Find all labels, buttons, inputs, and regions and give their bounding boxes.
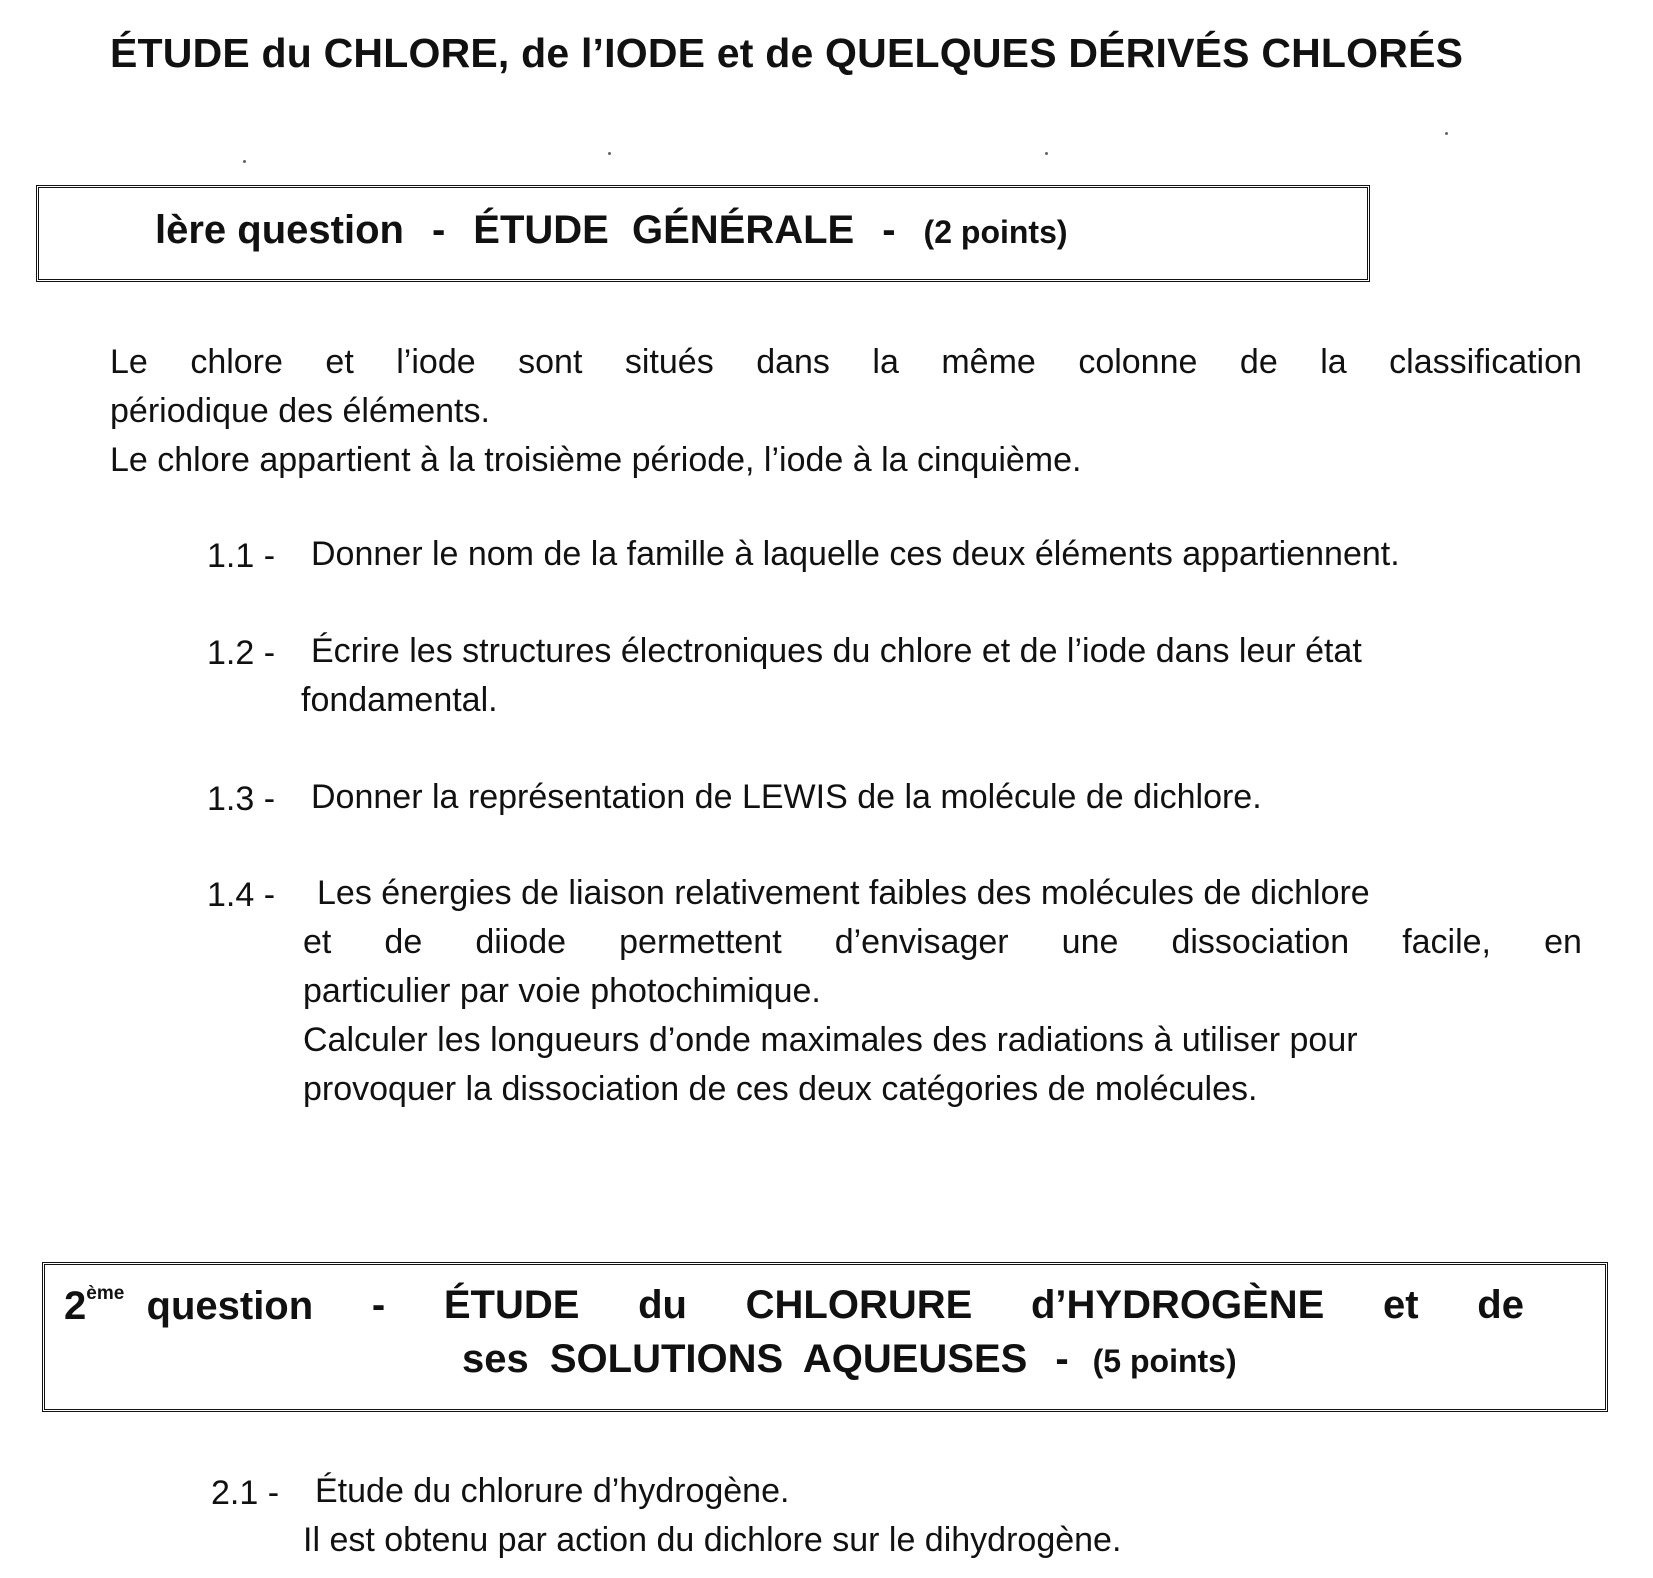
intro-word: même — [941, 343, 1036, 381]
question2-word: et — [1383, 1283, 1419, 1327]
item-word: dissociation — [1171, 923, 1350, 961]
scan-speck — [1045, 152, 1048, 155]
question1-label: lère question — [155, 208, 404, 252]
question2-superscript: ème — [86, 1283, 125, 1304]
item-word: diiode — [475, 923, 567, 961]
item-1-2-text-cont: fondamental. — [301, 681, 498, 719]
item-word: et — [303, 923, 332, 961]
item-1-1-text: Donner le nom de la famille à laquelle ces deux éléments appartiennent. — [311, 535, 1400, 573]
item-1-4-line-2 — [303, 918, 1582, 967]
question2-word: d’HYDROGÈNE — [1031, 1283, 1325, 1327]
question2-heading-text: ses SOLUTIONS AQUEUSES — [462, 1337, 1028, 1381]
intro-word: de — [1239, 343, 1278, 381]
item-word: en — [1544, 923, 1582, 961]
question1-separator-2: - — [882, 208, 896, 252]
question2-word: ÉTUDE — [443, 1283, 580, 1327]
intro-word: la — [1320, 343, 1347, 381]
question2-word: du — [638, 1283, 687, 1327]
intro-word: chlore — [190, 343, 283, 381]
item-number: 2.1 - — [211, 1474, 280, 1512]
question1-separator: - — [431, 208, 446, 252]
intro-line-2: périodique des éléments. — [110, 392, 490, 430]
intro-word: Le — [110, 343, 148, 381]
item-1-4-line-5: provoquer la dissociation de ces deux catégories de molécules. — [303, 1070, 1258, 1108]
intro-line-3: Le chlore appartient à la troisième période, l’iode à la cinquième. — [110, 441, 1082, 479]
intro-word: situés — [624, 343, 714, 381]
scan-speck — [243, 160, 246, 163]
item-1-3-text: Donner la représentation de LEWIS de la molécule de dichlore. — [311, 778, 1262, 816]
question1-title: ÉTUDE GÉNÉRALE — [473, 208, 855, 252]
item-1-4-line-3: particulier par voie photochimique. — [303, 972, 821, 1010]
question2-label — [64, 1283, 313, 1329]
item-number: 1.4 - — [207, 876, 276, 914]
intro-word: sont — [518, 343, 583, 381]
item-word: de — [384, 923, 423, 961]
question2-heading-line-2 — [462, 1337, 1237, 1382]
intro-word: dans — [756, 343, 830, 381]
intro-word: classification — [1389, 343, 1582, 381]
item-number: 1.1 - — [207, 537, 276, 575]
item-word: facile, — [1402, 923, 1492, 961]
question1-points: (2 points) — [923, 214, 1068, 250]
item-word: d’envisager — [834, 923, 1009, 961]
question2-label-text: question — [146, 1284, 314, 1328]
question2-separator-2: - — [1055, 1337, 1069, 1381]
intro-word: la — [872, 343, 899, 381]
intro-word: colonne — [1078, 343, 1198, 381]
item-1-4-line-4: Calculer les longueurs d’onde maximales des radiations à utiliser pour — [303, 1021, 1358, 1059]
item-word: une — [1061, 923, 1119, 961]
question2-points: (5 points) — [1092, 1343, 1237, 1379]
intro-word: l’iode — [396, 343, 476, 381]
question2-word: de — [1477, 1283, 1524, 1327]
intro-line-1 — [110, 338, 1582, 387]
document-title: ÉTUDE du CHLORE, de l’IODE et de QUELQUES DÉRIVÉS CHLORÉS — [110, 30, 1464, 76]
item-2-1-line-1: Étude du chlorure d’hydrogène. — [315, 1472, 790, 1510]
item-1-2-text: Écrire les structures électroniques du chlore et de l’iode dans leur état — [311, 632, 1362, 670]
item-number: 1.3 - — [207, 780, 276, 818]
question2-separator: - — [371, 1283, 386, 1327]
item-number: 1.2 - — [207, 634, 276, 672]
question2-word: CHLORURE — [745, 1283, 973, 1327]
item-1-4-line-1: Les énergies de liaison relativement faibles des molécules de dichlore — [317, 874, 1370, 912]
scan-speck — [1445, 132, 1448, 135]
intro-word: et — [325, 343, 354, 381]
question2-number: 2 — [64, 1284, 87, 1328]
question2-heading-line-1 — [64, 1283, 1524, 1329]
item-2-1-line-2: Il est obtenu par action du dichlore sur le dihydrogène. — [303, 1521, 1122, 1559]
scan-speck — [608, 152, 611, 155]
item-word: permettent — [619, 923, 782, 961]
question1-heading — [155, 208, 1068, 253]
